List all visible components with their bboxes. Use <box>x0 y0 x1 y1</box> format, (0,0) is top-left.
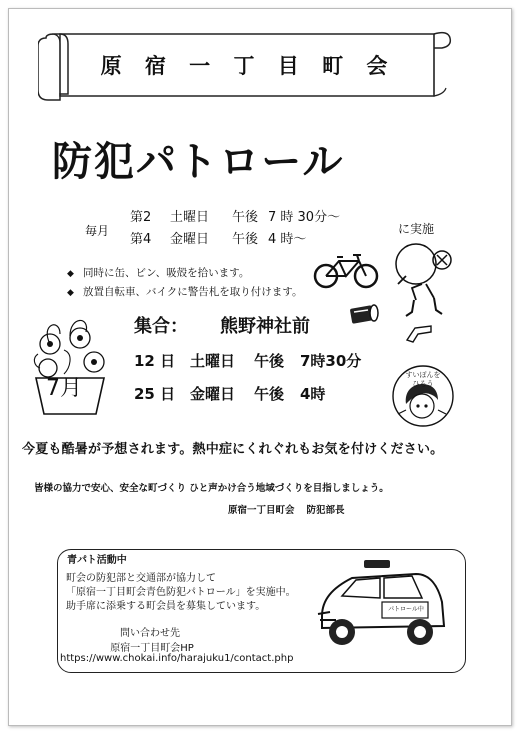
event-row <box>134 383 325 404</box>
schedule-week: 第4 <box>130 232 152 247</box>
signature <box>228 502 357 516</box>
cooperation-message: 皆様の協力で安心、安全な町づくり ひと声かけ合う地域づくりを目指しましょう。 <box>34 483 389 494</box>
month-label: 7月 <box>46 376 82 401</box>
signature-person: 防犯部長 <box>306 505 345 516</box>
assembly-label: 集合： <box>134 316 188 337</box>
assembly-place: 熊野神社前 <box>220 316 310 337</box>
event-time: 7時30分 <box>300 352 362 370</box>
main-title: 防犯パトロール <box>52 139 345 185</box>
aopato-line: 助手席に添乗する町会員を募集しています。 <box>66 601 266 612</box>
activity-text: 同時に缶、ビン、吸殻を拾います。 <box>83 267 250 279</box>
cigarette-icon <box>403 320 435 344</box>
event-time: 4時 <box>300 385 326 403</box>
patrol-car-icon <box>312 556 452 654</box>
aopato-line: 「原宿一丁目町会青色防犯パトロール」を実施中。 <box>66 587 296 598</box>
speech-bubble <box>400 371 446 389</box>
car-label: パトロール中 <box>388 606 424 613</box>
event-date: 25 日 <box>134 385 176 403</box>
heat-warning: 今夏も酷暑が予想されます。熱中症にくれぐれもお気を付けください。 <box>22 442 444 457</box>
event-ampm: 午後 <box>254 385 285 403</box>
assembly-line <box>134 312 310 338</box>
schedule-time: 4 時～ <box>268 232 307 247</box>
activity-list <box>67 264 302 302</box>
schedule-day: 金曜日 <box>170 232 210 247</box>
morning-glory-icon <box>30 314 110 418</box>
speech-line: ひろう <box>412 380 434 388</box>
event-date: 12 日 <box>134 352 176 370</box>
event-ampm: 午後 <box>254 352 285 370</box>
schedule-ampm: 午後 <box>232 210 259 225</box>
schedule-ampm: 午後 <box>232 232 259 247</box>
mascot-icon <box>392 240 458 320</box>
diamond-bullet-icon: ◆ <box>67 288 74 298</box>
schedule-suffix: に実施 <box>398 222 435 236</box>
speech-line: すいぽんを <box>405 371 441 379</box>
schedule-day: 土曜日 <box>170 210 210 225</box>
organization-title: 原 宿 一 丁 目 町 会 <box>100 54 396 78</box>
signature-org: 原宿一丁目町会 <box>228 505 295 516</box>
event-day: 土曜日 <box>190 352 236 370</box>
contact-org: 原宿一丁目町会HP <box>110 643 194 654</box>
bicycle-icon <box>313 249 379 289</box>
activity-text: 放置自転車、バイクに警告札を取り付けます。 <box>83 286 303 298</box>
aopato-line: 町会の防犯部と交通部が協力して <box>66 573 216 584</box>
schedule-week: 第2 <box>130 210 152 225</box>
diamond-bullet-icon: ◆ <box>67 269 74 279</box>
contact-label: 問い合わせ先 <box>120 628 180 639</box>
schedule-row <box>130 228 306 247</box>
can-icon <box>346 303 380 327</box>
aopato-title: 青パト活動中 <box>67 555 127 566</box>
event-day: 金曜日 <box>190 385 236 403</box>
schedule-time: 7 時 30分～ <box>268 210 341 225</box>
contact-url-link[interactable]: https://www.chokai.info/harajuku1/contact.php <box>60 653 294 664</box>
event-row <box>134 350 361 371</box>
schedule-row <box>130 206 340 225</box>
list-item <box>67 283 302 302</box>
schedule-prefix: 毎月 <box>85 224 110 238</box>
list-item <box>67 264 302 283</box>
